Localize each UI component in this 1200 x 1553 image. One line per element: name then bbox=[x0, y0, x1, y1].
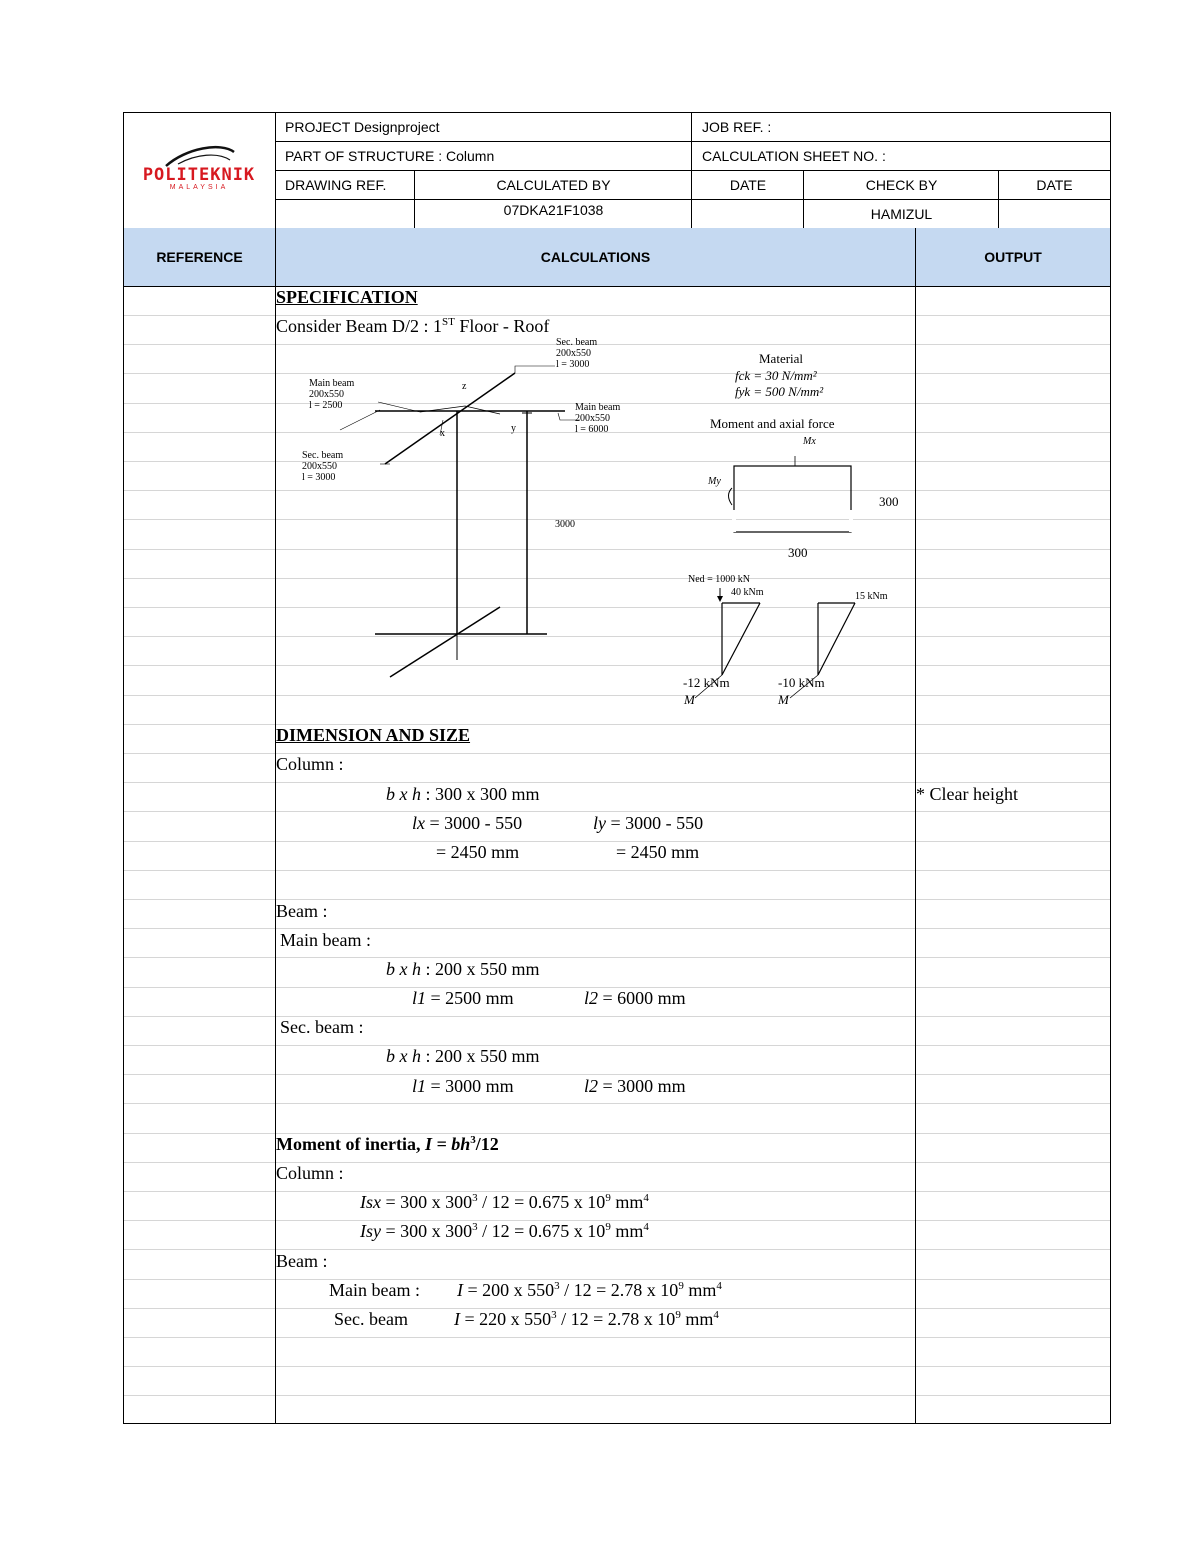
row-gridline bbox=[124, 373, 275, 374]
row-gridline bbox=[276, 1103, 915, 1104]
section-bottom-dimension: 300 bbox=[788, 545, 808, 560]
calculated-by-label: CALCULATED BY bbox=[496, 177, 611, 193]
row-gridline bbox=[916, 519, 1110, 520]
row-gridline bbox=[124, 1016, 275, 1017]
superscript: 3 bbox=[472, 1192, 478, 1204]
ly-result: = 2450 mm bbox=[616, 842, 700, 862]
row-gridline bbox=[916, 1220, 1110, 1221]
row-gridline bbox=[916, 724, 1110, 725]
row-gridline bbox=[916, 461, 1110, 462]
row-gridline bbox=[916, 957, 1110, 958]
row-gridline bbox=[276, 957, 915, 958]
table-border-bottom bbox=[123, 1423, 1111, 1424]
sec-beam-l1-line bbox=[412, 1076, 514, 1097]
main-beam-size-line bbox=[386, 959, 540, 980]
inertia-heading bbox=[276, 1134, 499, 1155]
diagram-label: l = 6000 bbox=[575, 424, 609, 435]
isx-line bbox=[360, 1192, 649, 1213]
job-ref-field: JOB REF. : bbox=[702, 119, 772, 135]
row-gridline bbox=[124, 957, 275, 958]
row-gridline bbox=[916, 1016, 1110, 1017]
diagram-label: Sec. beam bbox=[556, 337, 598, 348]
drawing-ref-label: DRAWING REF. bbox=[285, 177, 387, 193]
superscript: 9 bbox=[605, 1221, 611, 1233]
diagram-label: 200x550 bbox=[302, 461, 337, 472]
inertia-formula: I = bh bbox=[424, 1134, 471, 1154]
row-gridline bbox=[916, 1074, 1110, 1075]
row-gridline bbox=[124, 344, 275, 345]
row-gridline bbox=[276, 1045, 915, 1046]
i-symbol: I bbox=[454, 1309, 460, 1329]
ly-expression: = 3000 - 550 bbox=[606, 813, 704, 833]
main-beam-inertia-label: Main beam : bbox=[329, 1280, 420, 1300]
main-beam-l2-value: = 6000 mm bbox=[598, 988, 686, 1008]
row-gridline bbox=[916, 578, 1110, 579]
row-gridline bbox=[916, 490, 1110, 491]
row-gridline bbox=[276, 782, 915, 783]
row-gridline bbox=[124, 1308, 275, 1309]
row-gridline bbox=[916, 987, 1110, 988]
row-gridline bbox=[916, 1133, 1110, 1134]
superscript: 9 bbox=[605, 1192, 611, 1204]
fyk-label: fyk = 500 N/mm² bbox=[735, 384, 824, 399]
row-gridline bbox=[124, 695, 275, 696]
reference-column-header: REFERENCE bbox=[156, 249, 243, 265]
row-gridline bbox=[276, 841, 915, 842]
row-gridline bbox=[916, 607, 1110, 608]
sec-inertia-expression: = 220 x 550 bbox=[460, 1309, 552, 1329]
main-beam-l1-line bbox=[412, 988, 514, 1009]
row-gridline bbox=[124, 1191, 275, 1192]
row-gridline bbox=[916, 811, 1110, 812]
clear-height-note: * Clear height bbox=[916, 784, 1018, 804]
row-gridline bbox=[276, 1366, 915, 1367]
lx-result: = 2450 mm bbox=[436, 842, 520, 862]
superscript: 4 bbox=[713, 1309, 719, 1321]
row-gridline bbox=[124, 315, 275, 316]
inertia-formula-end: /12 bbox=[475, 1134, 499, 1154]
row-gridline bbox=[916, 695, 1110, 696]
row-gridline bbox=[124, 1162, 275, 1163]
diagram-label: 200x550 bbox=[575, 413, 610, 424]
sec-inertia-result: / 12 = 2.78 x 10 bbox=[556, 1309, 676, 1329]
row-gridline bbox=[916, 1337, 1110, 1338]
row-gridline bbox=[276, 811, 915, 812]
row-gridline bbox=[124, 870, 275, 871]
sec-beam-inertia-line bbox=[454, 1309, 719, 1330]
row-gridline bbox=[124, 665, 275, 666]
row-gridline bbox=[276, 899, 915, 900]
bxh-symbol: b x h bbox=[386, 784, 421, 804]
sec-beam-size-line bbox=[386, 1046, 540, 1067]
row-gridline bbox=[916, 403, 1110, 404]
row-gridline bbox=[916, 1249, 1110, 1250]
main-inertia-result: / 12 = 2.78 x 10 bbox=[559, 1280, 679, 1300]
isy-line bbox=[360, 1221, 649, 1242]
logo-subtitle: MALAYSIA bbox=[169, 184, 229, 191]
row-gridline bbox=[124, 636, 275, 637]
section-side-dimension: 300 bbox=[879, 494, 899, 509]
sec-beam-label: Sec. beam : bbox=[280, 1017, 364, 1037]
column-label: Column : bbox=[276, 754, 344, 774]
row-gridline bbox=[916, 899, 1110, 900]
row-gridline bbox=[276, 1162, 915, 1163]
sec-beam-l2-value: = 3000 mm bbox=[598, 1076, 686, 1096]
isx-result: / 12 = 0.675 x 10 bbox=[477, 1192, 606, 1212]
sec-beam-l1-value: = 3000 mm bbox=[426, 1076, 514, 1096]
row-gridline bbox=[124, 928, 275, 929]
row-gridline bbox=[276, 1337, 915, 1338]
main-beam-right-label bbox=[575, 402, 620, 435]
row-gridline bbox=[916, 1162, 1110, 1163]
superscript: 3 bbox=[472, 1221, 478, 1233]
superscript: 3 bbox=[551, 1309, 557, 1321]
isx-expression: = 300 x 300 bbox=[381, 1192, 473, 1212]
row-gridline bbox=[124, 1074, 275, 1075]
l1-symbol: l1 bbox=[412, 1076, 427, 1096]
fck-label: fck = 30 N/mm² bbox=[735, 368, 817, 383]
row-gridline bbox=[276, 870, 915, 871]
row-gridline bbox=[124, 432, 275, 433]
row-gridline bbox=[124, 1045, 275, 1046]
row-gridline bbox=[916, 753, 1110, 754]
l2-symbol: l2 bbox=[584, 1076, 599, 1096]
row-gridline bbox=[124, 1133, 275, 1134]
sec-beam-size-value: : 200 x 550 mm bbox=[421, 1046, 540, 1066]
row-gridline bbox=[124, 899, 275, 900]
calculated-by-value: 07DKA21F1038 bbox=[503, 202, 604, 218]
row-gridline bbox=[916, 1308, 1110, 1309]
diagram-label: 200x550 bbox=[309, 389, 344, 400]
row-gridline bbox=[276, 928, 915, 929]
diagram-label: Main beam bbox=[575, 402, 621, 413]
axial-force-label: Ned = 1000 kN bbox=[688, 574, 751, 585]
ly-symbol: ly bbox=[593, 813, 606, 833]
row-gridline bbox=[276, 1074, 915, 1075]
l1-symbol: l1 bbox=[412, 988, 427, 1008]
dimension-heading: DIMENSION AND SIZE bbox=[276, 725, 471, 745]
row-gridline bbox=[916, 1103, 1110, 1104]
axis-x-label: x bbox=[440, 428, 445, 439]
superscript: 4 bbox=[643, 1192, 649, 1204]
row-gridline bbox=[124, 403, 275, 404]
calculations-column-header: CALCULATIONS bbox=[540, 249, 651, 265]
bxh-symbol: b x h bbox=[386, 959, 421, 979]
row-gridline bbox=[124, 578, 275, 579]
diagram-label: 200x550 bbox=[556, 348, 591, 359]
specification-heading: SPECIFICATION bbox=[276, 287, 418, 307]
diagram-label: l = 3000 bbox=[556, 359, 590, 370]
superscript: 9 bbox=[678, 1280, 684, 1292]
politeknik-logo bbox=[126, 140, 272, 200]
header-rule bbox=[276, 199, 1111, 200]
row-gridline bbox=[276, 753, 915, 754]
row-gridline bbox=[916, 432, 1110, 433]
consider-sup: ST bbox=[441, 316, 455, 328]
row-gridline bbox=[124, 1395, 275, 1396]
table-border-top bbox=[123, 112, 1111, 113]
row-gridline bbox=[124, 811, 275, 812]
isy-symbol: Isy bbox=[360, 1221, 381, 1241]
row-gridline bbox=[916, 549, 1110, 550]
main-beam-left-label bbox=[309, 378, 354, 411]
row-gridline bbox=[276, 1395, 915, 1396]
row-gridline bbox=[124, 1249, 275, 1250]
part-of-structure-field: PART OF STRUCTURE : Column bbox=[285, 148, 495, 164]
row-gridline bbox=[124, 841, 275, 842]
row-gridline bbox=[916, 1045, 1110, 1046]
row-gridline bbox=[916, 315, 1110, 316]
inertia-beam-label: Beam : bbox=[276, 1251, 328, 1271]
superscript: 4 bbox=[643, 1221, 649, 1233]
main-inertia-unit: mm bbox=[683, 1280, 717, 1300]
sec-beam-left-label bbox=[302, 450, 343, 483]
row-gridline bbox=[124, 607, 275, 608]
column-size-value: : 300 x 300 mm bbox=[421, 784, 540, 804]
superscript: 9 bbox=[675, 1309, 681, 1321]
inertia-column-label: Column : bbox=[276, 1163, 344, 1183]
row-gridline bbox=[124, 753, 275, 754]
material-title: Material bbox=[759, 351, 804, 366]
main-beam-inertia-line bbox=[457, 1280, 722, 1301]
i-symbol: I bbox=[457, 1280, 463, 1300]
moment-diagram-label-right: M bbox=[778, 692, 789, 707]
main-beam-size-value: : 200 x 550 mm bbox=[421, 959, 540, 979]
sec-beam-inertia-label: Sec. beam bbox=[334, 1309, 408, 1329]
row-gridline bbox=[916, 1366, 1110, 1367]
lx-expression: = 3000 - 550 bbox=[425, 813, 523, 833]
row-gridline bbox=[124, 1279, 275, 1280]
moment-axial-title: Moment and axial force bbox=[710, 416, 835, 431]
date-label: DATE bbox=[729, 177, 767, 193]
isx-symbol: Isx bbox=[360, 1192, 381, 1212]
isy-result: / 12 = 0.675 x 10 bbox=[477, 1221, 606, 1241]
logo-wordmark: POLITEKNIK bbox=[142, 165, 256, 185]
ly-line bbox=[593, 813, 703, 834]
row-gridline bbox=[276, 1016, 915, 1017]
date-label: DATE bbox=[1036, 177, 1073, 193]
column-height-label: 3000 bbox=[555, 519, 575, 530]
isx-unit: mm bbox=[610, 1192, 644, 1212]
row-gridline bbox=[124, 1103, 275, 1104]
header-rule bbox=[123, 286, 1111, 287]
column-size-line bbox=[386, 784, 540, 805]
row-gridline bbox=[916, 782, 1110, 783]
row-gridline bbox=[916, 1279, 1110, 1280]
row-gridline bbox=[916, 1395, 1110, 1396]
column-divider bbox=[915, 228, 916, 1424]
main-beam-label: Main beam : bbox=[280, 930, 371, 950]
header-rule bbox=[276, 141, 1111, 142]
row-gridline bbox=[124, 724, 275, 725]
row-gridline bbox=[124, 519, 275, 520]
header-rule bbox=[276, 170, 1111, 171]
inertia-heading-text: Moment of inertia, bbox=[276, 1134, 425, 1154]
row-gridline bbox=[124, 1337, 275, 1338]
diagram-label: l = 2500 bbox=[309, 400, 343, 411]
isy-unit: mm bbox=[610, 1221, 644, 1241]
output-column-header: OUTPUT bbox=[984, 249, 1042, 265]
row-gridline bbox=[276, 1249, 915, 1250]
axis-z-label: z bbox=[462, 381, 467, 392]
diagram-label: l = 3000 bbox=[302, 472, 336, 483]
row-gridline bbox=[916, 1191, 1110, 1192]
row-gridline bbox=[916, 841, 1110, 842]
moment-bottom-left: -12 kNm bbox=[683, 675, 730, 690]
lx-line bbox=[412, 813, 522, 834]
my-label: My bbox=[708, 476, 721, 487]
row-gridline bbox=[916, 665, 1110, 666]
lx-symbol: lx bbox=[412, 813, 425, 833]
sec-beam-l2-line bbox=[584, 1076, 686, 1097]
beam-label: Beam : bbox=[276, 901, 328, 921]
row-gridline bbox=[124, 461, 275, 462]
row-gridline bbox=[124, 782, 275, 783]
row-gridline bbox=[916, 636, 1110, 637]
moment-bottom-right: -10 kNm bbox=[778, 675, 825, 690]
calculation-sheet-field: CALCULATION SHEET NO. : bbox=[702, 148, 886, 164]
row-gridline bbox=[916, 373, 1110, 374]
moment-top-left: 40 kNm bbox=[731, 587, 764, 598]
mx-label: Mx bbox=[803, 436, 816, 447]
row-gridline bbox=[124, 1366, 275, 1367]
row-gridline bbox=[916, 870, 1110, 871]
superscript: 4 bbox=[716, 1280, 722, 1292]
project-field: PROJECT Designproject bbox=[285, 119, 440, 135]
consider-beam-line bbox=[276, 316, 549, 337]
row-gridline bbox=[124, 1220, 275, 1221]
table-border-right bbox=[1110, 112, 1111, 1424]
row-gridline bbox=[124, 549, 275, 550]
check-by-value: HAMIZUL bbox=[870, 206, 933, 222]
table-border-left bbox=[123, 112, 124, 1424]
consider-text-end: Floor - Roof bbox=[454, 316, 550, 336]
sec-beam-top-label bbox=[556, 337, 597, 370]
row-gridline bbox=[124, 987, 275, 988]
moment-top-right: 15 kNm bbox=[855, 591, 888, 602]
row-gridline bbox=[916, 344, 1110, 345]
l2-symbol: l2 bbox=[584, 988, 599, 1008]
check-by-label: CHECK BY bbox=[865, 177, 938, 193]
row-gridline bbox=[124, 490, 275, 491]
main-inertia-expression: = 200 x 550 bbox=[463, 1280, 555, 1300]
main-beam-l2-line bbox=[584, 988, 686, 1009]
inertia-formula-sup: 3 bbox=[470, 1134, 476, 1146]
moment-diagram-label-left: M bbox=[684, 692, 695, 707]
axis-y-label: y bbox=[511, 423, 516, 434]
main-beam-l1-value: = 2500 mm bbox=[426, 988, 514, 1008]
diagram-label: Main beam bbox=[309, 378, 355, 389]
sec-inertia-unit: mm bbox=[680, 1309, 714, 1329]
consider-text: Consider Beam D/2 : 1 bbox=[276, 316, 442, 336]
isy-expression: = 300 x 300 bbox=[381, 1221, 473, 1241]
row-gridline bbox=[916, 928, 1110, 929]
diagram-label: Sec. beam bbox=[302, 450, 344, 461]
bxh-symbol: b x h bbox=[386, 1046, 421, 1066]
superscript: 3 bbox=[554, 1280, 560, 1292]
